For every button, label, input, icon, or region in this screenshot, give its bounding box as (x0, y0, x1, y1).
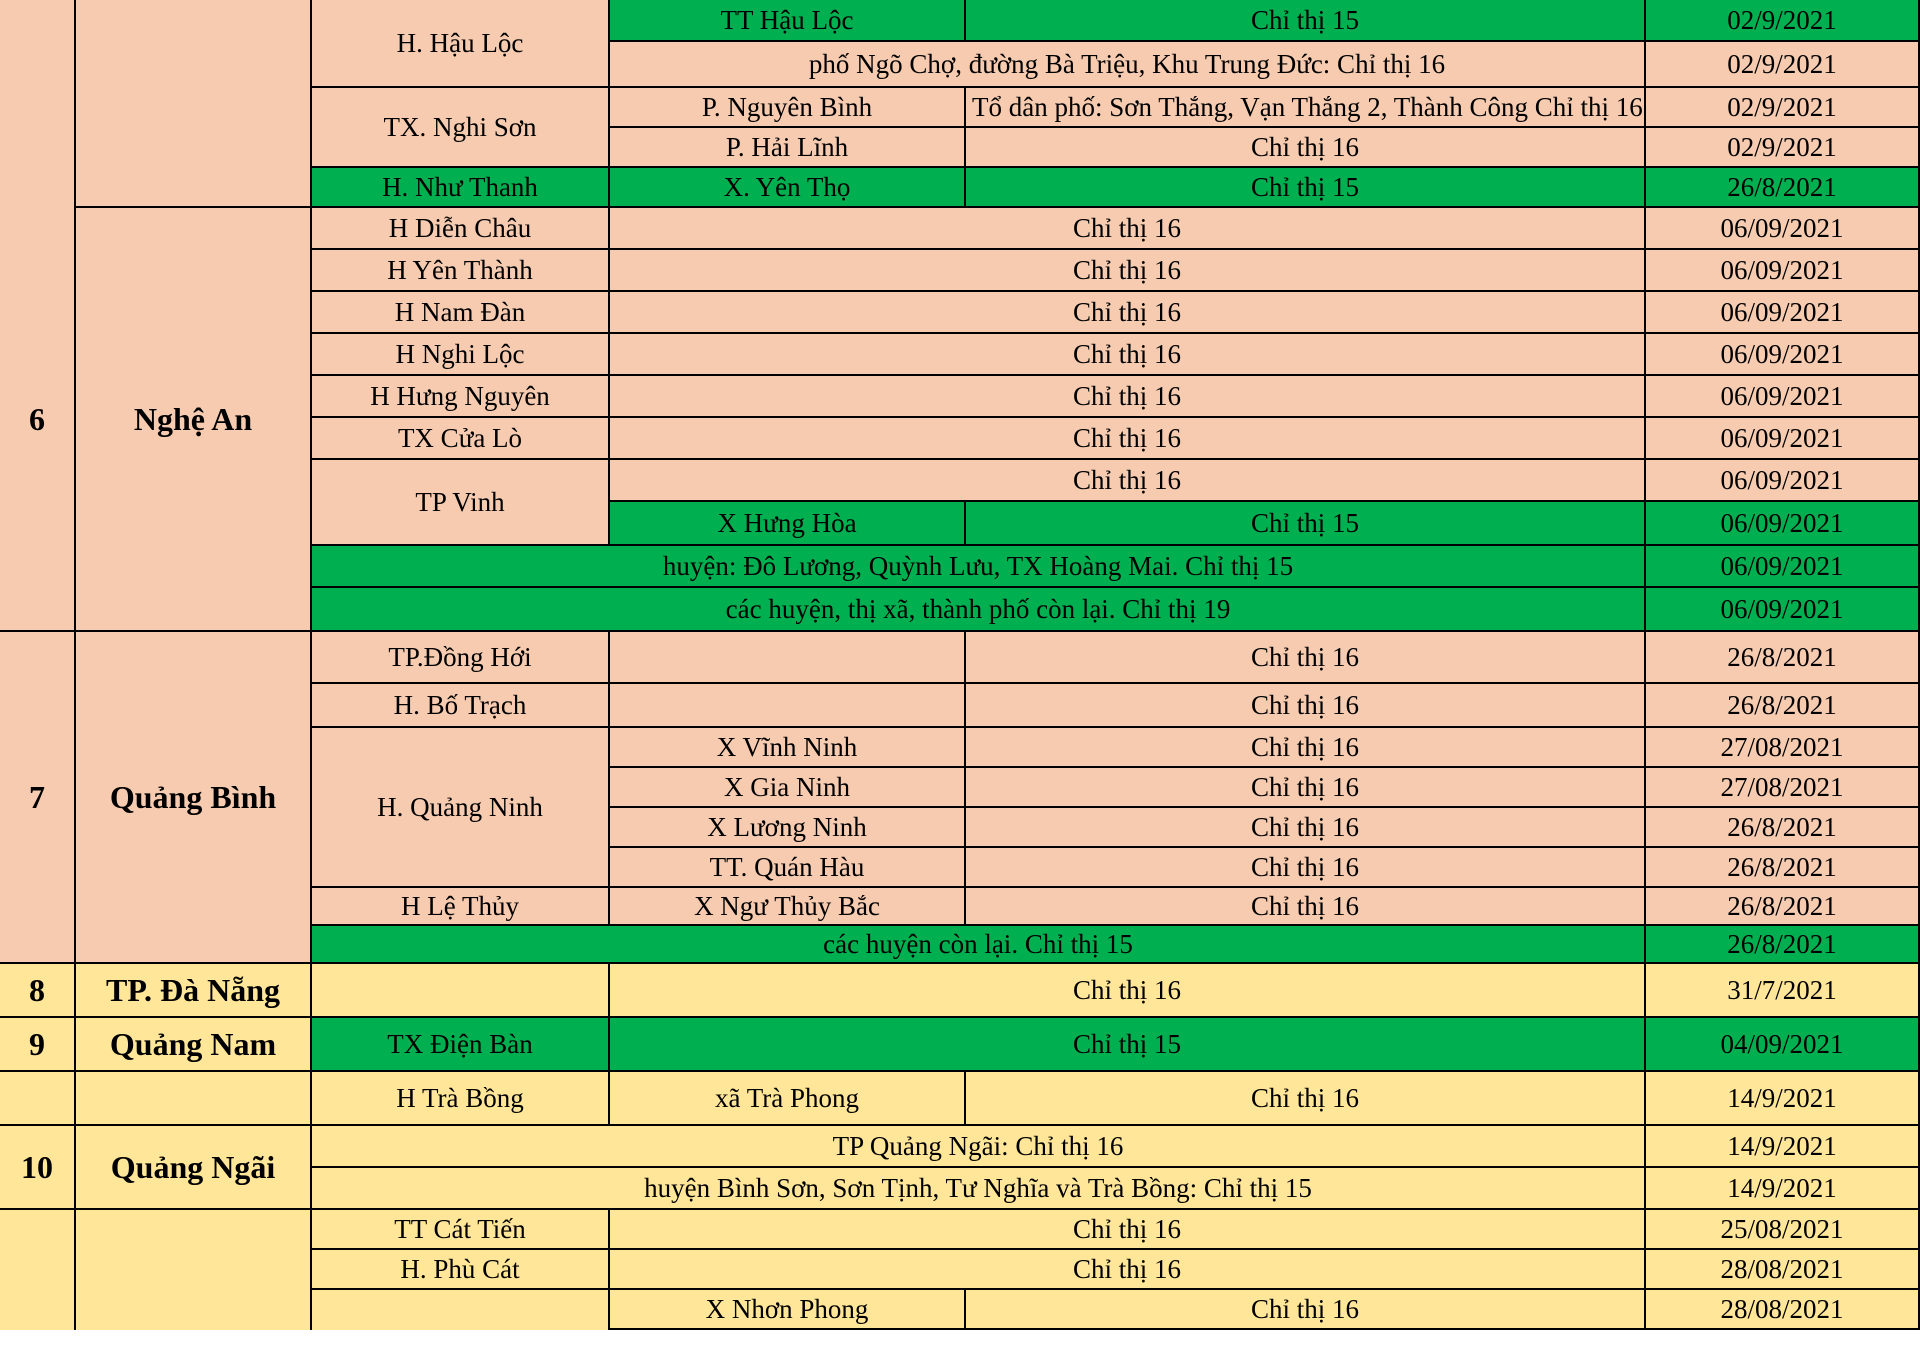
measure-dien-chau: Chỉ thị 16 (610, 208, 1646, 250)
date-cua-lo: 06/09/2021 (1646, 418, 1920, 460)
ward-vinh-ninh: X Vĩnh Ninh (610, 728, 966, 768)
province-quang-ngai: Quảng Ngãi (76, 1126, 312, 1210)
measure-nghi-loc: Chỉ thị 16 (610, 334, 1646, 376)
date-nguyen-binh: 02/9/2021 (1646, 88, 1920, 128)
date-dien-chau: 06/09/2021 (1646, 208, 1920, 250)
date-bo-trach: 26/8/2021 (1646, 684, 1920, 728)
district-quang-ninh: H. Quảng Ninh (312, 728, 610, 888)
measure-da-nang: Chỉ thị 16 (610, 964, 1646, 1018)
date-nghe-an-group-b: 06/09/2021 (1646, 588, 1920, 632)
quang-ngai-districts: huyện Bình Sơn, Sơn Tịnh, Tư Nghĩa và Trà Bồng: Chỉ thị 15 (312, 1168, 1646, 1210)
measure-yen-thanh: Chỉ thị 16 (610, 250, 1646, 292)
province-cell-continued (76, 0, 312, 208)
date-quang-ngai-districts: 14/9/2021 (1646, 1168, 1920, 1210)
no-quang-binh: 7 (0, 632, 76, 964)
district-dien-ban: TX Điện Bàn (312, 1018, 610, 1072)
measure-hai-linh: Chỉ thị 16 (966, 128, 1646, 168)
measure-gia-ninh: Chỉ thị 16 (966, 768, 1646, 808)
date-dien-ban: 04/09/2021 (1646, 1018, 1920, 1072)
district-bo-trach: H. Bố Trạch (312, 684, 610, 728)
measure-hung-nguyen: Chỉ thị 16 (610, 376, 1646, 418)
ward-hai-linh: P. Hải Lĩnh (610, 128, 966, 168)
nghe-an-group-a: huyện: Đô Lương, Quỳnh Lưu, TX Hoàng Mai. Chỉ thị 15 (312, 546, 1646, 588)
measure-hung-hoa: Chỉ thị 15 (966, 502, 1646, 546)
date-yen-tho: 26/8/2021 (1646, 168, 1920, 208)
no-cell-continued (0, 0, 76, 208)
date-da-nang: 31/7/2021 (1646, 964, 1920, 1018)
ward-gia-ninh: X Gia Ninh (610, 768, 966, 808)
nghe-an-group-b: các huyện, thị xã, thành phố còn lại. Chỉ thị 19 (312, 588, 1646, 632)
province-da-nang: TP. Đà Nẵng (76, 964, 312, 1018)
ward-luong-ninh: X Lương Ninh (610, 808, 966, 848)
no-nghe-an: 6 (0, 208, 76, 632)
district-blank-nhon-phong (312, 1290, 610, 1330)
date-nhon-phong: 28/08/2021 (1646, 1290, 1920, 1330)
measure-cat-tien: Chỉ thị 16 (610, 1210, 1646, 1250)
measure-vinh-ninh: Chỉ thị 16 (966, 728, 1646, 768)
ward-bo-trach (610, 684, 966, 728)
quang-binh-rest: các huyện còn lại. Chỉ thị 15 (312, 926, 1646, 964)
province-blank-tra-bong (76, 1072, 312, 1126)
measure-tp-vinh: Chỉ thị 16 (610, 460, 1646, 502)
date-yen-thanh: 06/09/2021 (1646, 250, 1920, 292)
ward-hung-hoa: X Hưng Hòa (610, 502, 966, 546)
date-quang-binh-rest: 26/8/2021 (1646, 926, 1920, 964)
ward-tra-phong: xã Trà Phong (610, 1072, 966, 1126)
ward-nguyen-binh: P. Nguyên Bình (610, 88, 966, 128)
date-tt-hau-loc: 02/9/2021 (1646, 0, 1920, 42)
date-phu-cat: 28/08/2021 (1646, 1250, 1920, 1290)
date-quang-ngai-city: 14/9/2021 (1646, 1126, 1920, 1168)
district-hau-loc: H. Hậu Lộc (312, 0, 610, 88)
date-hung-hoa: 06/09/2021 (1646, 502, 1920, 546)
no-blank-tra-bong (0, 1072, 76, 1126)
date-nghe-an-group-a: 06/09/2021 (1646, 546, 1920, 588)
measure-luong-ninh: Chỉ thị 16 (966, 808, 1646, 848)
ward-ngu-thuy-bac: X Ngư Thủy Bắc (610, 888, 966, 926)
measure-nam-dan: Chỉ thị 16 (610, 292, 1646, 334)
district-hung-nguyen: H Hưng Nguyên (312, 376, 610, 418)
district-dong-hoi: TP.Đồng Hới (312, 632, 610, 684)
date-tp-vinh: 06/09/2021 (1646, 460, 1920, 502)
district-cat-tien: TT Cát Tiến (312, 1210, 610, 1250)
date-ngu-thuy-bac: 26/8/2021 (1646, 888, 1920, 926)
measure-quan-hau: Chỉ thị 16 (966, 848, 1646, 888)
date-luong-ninh: 26/8/2021 (1646, 808, 1920, 848)
province-blank-next (76, 1210, 312, 1330)
measure-ngu-thuy-bac: Chỉ thị 16 (966, 888, 1646, 926)
measure-nhon-phong: Chỉ thị 16 (966, 1290, 1646, 1330)
district-nghi-son: TX. Nghi Sơn (312, 88, 610, 168)
district-tp-vinh: TP Vinh (312, 460, 610, 546)
province-quang-binh: Quảng Bình (76, 632, 312, 964)
district-nghi-loc: H Nghi Lộc (312, 334, 610, 376)
measure-nguyen-binh: Tổ dân phố: Sơn Thắng, Vạn Thắng 2, Thành Công Chỉ thị 16 (966, 88, 1646, 128)
ward-tt-hau-loc: TT Hậu Lộc (610, 0, 966, 42)
measure-dong-hoi: Chỉ thị 16 (966, 632, 1646, 684)
ward-quan-hau: TT. Quán Hàu (610, 848, 966, 888)
province-quang-nam: Quảng Nam (76, 1018, 312, 1072)
measure-tra-phong: Chỉ thị 16 (966, 1072, 1646, 1126)
date-hau-loc-streets: 02/9/2021 (1646, 42, 1920, 88)
district-yen-thanh: H Yên Thành (312, 250, 610, 292)
ward-dong-hoi (610, 632, 966, 684)
measure-dien-ban: Chỉ thị 15 (610, 1018, 1646, 1072)
district-cua-lo: TX Cửa Lò (312, 418, 610, 460)
district-tra-bong: H Trà Bồng (312, 1072, 610, 1126)
measure-cua-lo: Chỉ thị 16 (610, 418, 1646, 460)
date-nam-dan: 06/09/2021 (1646, 292, 1920, 334)
district-phu-cat: H. Phù Cát (312, 1250, 610, 1290)
date-cat-tien: 25/08/2021 (1646, 1210, 1920, 1250)
no-blank-next (0, 1210, 76, 1330)
measure-yen-tho: Chỉ thị 15 (966, 168, 1646, 208)
date-vinh-ninh: 27/08/2021 (1646, 728, 1920, 768)
note-hau-loc-streets: phố Ngõ Chợ, đường Bà Triệu, Khu Trung Đức: Chỉ thị 16 (610, 42, 1646, 88)
ward-yen-tho: X. Yên Thọ (610, 168, 966, 208)
measure-phu-cat: Chỉ thị 16 (610, 1250, 1646, 1290)
district-nam-dan: H Nam Đàn (312, 292, 610, 334)
date-nghi-loc: 06/09/2021 (1646, 334, 1920, 376)
date-hung-nguyen: 06/09/2021 (1646, 376, 1920, 418)
date-dong-hoi: 26/8/2021 (1646, 632, 1920, 684)
date-tra-phong: 14/9/2021 (1646, 1072, 1920, 1126)
no-quang-nam: 9 (0, 1018, 76, 1072)
district-dien-chau: H Diễn Châu (312, 208, 610, 250)
date-gia-ninh: 27/08/2021 (1646, 768, 1920, 808)
district-le-thuy: H Lệ Thủy (312, 888, 610, 926)
province-nghe-an: Nghệ An (76, 208, 312, 632)
date-quan-hau: 26/8/2021 (1646, 848, 1920, 888)
no-quang-ngai: 10 (0, 1126, 76, 1210)
district-nhu-thanh: H. Như Thanh (312, 168, 610, 208)
quang-ngai-city: TP Quảng Ngãi: Chỉ thị 16 (312, 1126, 1646, 1168)
ward-nhon-phong: X Nhơn Phong (610, 1290, 966, 1330)
no-da-nang: 8 (0, 964, 76, 1018)
date-hai-linh: 02/9/2021 (1646, 128, 1920, 168)
measure-bo-trach: Chỉ thị 16 (966, 684, 1646, 728)
district-da-nang (312, 964, 610, 1018)
measure-tt-hau-loc: Chỉ thị 15 (966, 0, 1646, 42)
